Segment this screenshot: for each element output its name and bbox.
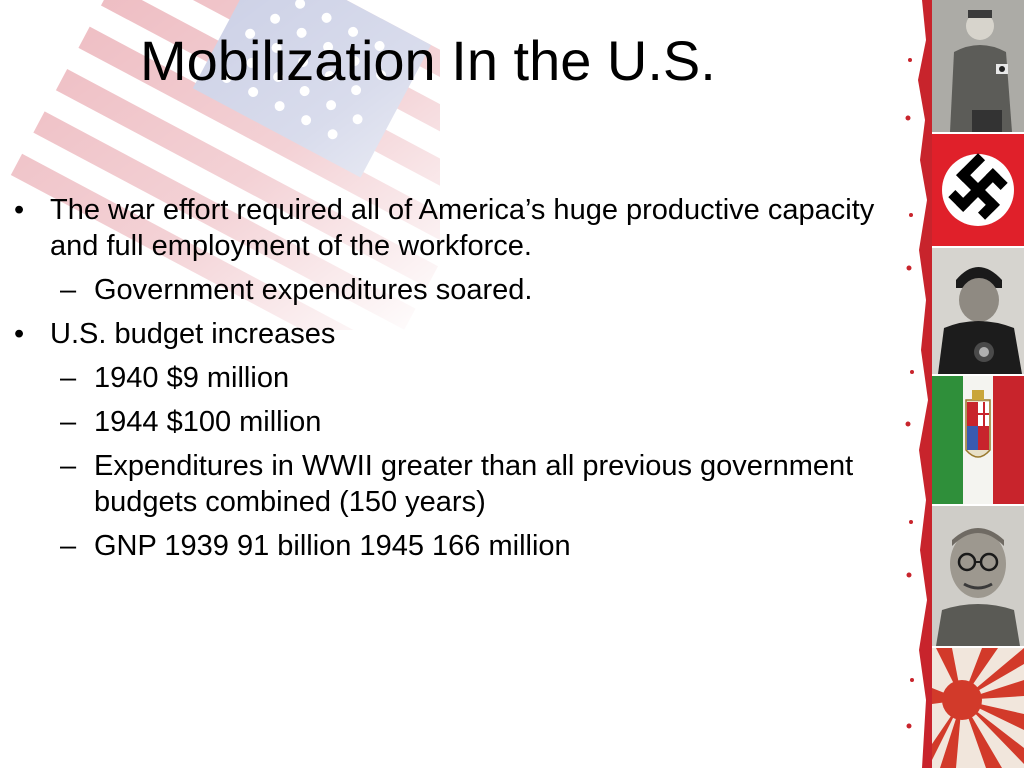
sub-bullet-text: 1940 $9 million (94, 362, 290, 394)
flag-image (932, 648, 1024, 768)
sub-bullet-item (14, 448, 894, 520)
sub-bullet-marker: – (60, 450, 77, 482)
sub-bullet-text: Government expenditures soared. (94, 274, 533, 306)
sub-bullet-item (14, 404, 894, 440)
bullet-text: U.S. budget increases (50, 318, 336, 350)
portrait-image (932, 506, 1024, 646)
sub-bullet-item (14, 360, 894, 396)
portrait-helmet-uniform-icon (932, 248, 1024, 374)
bullet-text: The war effort required all of America’s huge productive capacity and full employment of the workforce. (50, 194, 875, 262)
sub-bullet-text: 1944 $100 million (94, 406, 322, 438)
sub-bullet-marker: – (60, 530, 77, 562)
side-image-strip (904, 0, 1024, 768)
sub-bullet-item (14, 272, 894, 308)
bullet-item (14, 316, 894, 352)
slide-title: Mobilization In the U.S. (140, 29, 716, 92)
portrait-image (932, 248, 1024, 374)
slide-body (14, 192, 894, 572)
portrait-image (932, 0, 1024, 132)
flag-image (932, 376, 1024, 504)
italian-naval-flag-icon (932, 376, 1024, 504)
flag-image (932, 134, 1024, 246)
sub-bullet-marker: – (60, 406, 77, 438)
portrait-glasses-uniform-icon (932, 506, 1024, 646)
rising-sun-flag-icon (932, 648, 1024, 768)
swastika-flag-icon (932, 134, 1024, 246)
sub-bullet-item (14, 528, 894, 564)
portrait-seated-uniform-icon (932, 0, 1024, 132)
bullet-marker: • (14, 318, 25, 350)
sub-bullet-text: GNP 1939 91 billion 1945 166 million (94, 530, 571, 562)
sub-bullet-marker: – (60, 274, 77, 306)
torn-red-edge-decoration (904, 0, 932, 768)
bullet-item (14, 192, 894, 264)
sub-bullet-marker: – (60, 362, 77, 394)
sub-bullet-text: Expenditures in WWII greater than all previous government budgets combined (150 years) (94, 450, 854, 518)
bullet-marker: • (14, 194, 25, 226)
